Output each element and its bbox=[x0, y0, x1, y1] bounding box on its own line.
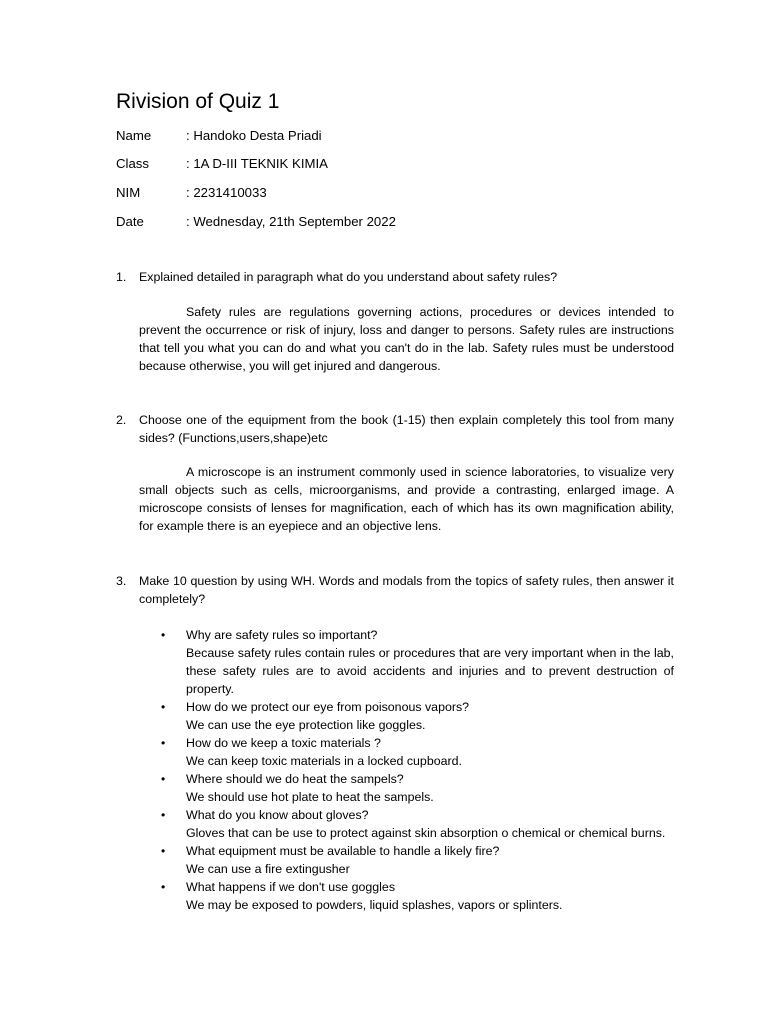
question-1 bbox=[116, 268, 674, 286]
question-text: Explained detailed in paragraph what do you understand about safety rules? bbox=[139, 270, 558, 284]
list-item bbox=[139, 734, 674, 770]
info-value: : 2231410033 bbox=[186, 185, 267, 200]
bullet-icon: • bbox=[161, 808, 166, 822]
bullet-question: What equipment must be available to handle a likely fire? bbox=[186, 844, 500, 858]
bullet-answer: Because safety rules contain rules or procedures that are very important when in the lab, these safety rules are to avoid accidents and injuries and to prevent destruction of property. bbox=[186, 646, 674, 696]
info-label: Name bbox=[116, 128, 152, 143]
question-2 bbox=[116, 411, 674, 447]
question-number: 3. bbox=[116, 574, 127, 588]
document-title: Rivision of Quiz 1 bbox=[116, 90, 280, 113]
bullet-icon: • bbox=[161, 772, 166, 786]
info-label: Class bbox=[116, 156, 149, 171]
qa-bullet-list bbox=[139, 626, 674, 914]
question-3 bbox=[116, 572, 674, 608]
question-number: 1. bbox=[116, 270, 127, 284]
answer-2: A microscope is an instrument commonly used in science laboratories, to visualize very small objects such as cells, microorganisms, and provide a contrasting, enlarged image. A microscope consists of lenses for magnification, each of which has its own magnification ability, for example there is an eyepiece and an objective lens. bbox=[139, 465, 674, 533]
info-value: : Handoko Desta Priadi bbox=[186, 128, 322, 143]
bullet-answer: We can keep toxic materials in a locked cupboard. bbox=[186, 754, 462, 768]
bullet-icon: • bbox=[161, 880, 166, 894]
bullet-answer: We can use a fire extingusher bbox=[186, 862, 350, 876]
bullet-question: What do you know about gloves? bbox=[186, 808, 369, 822]
answer-1: Safety rules are regulations governing actions, procedures or devices intended to prevent the occurrence or risk of injury, loss and danger to persons. Safety rules are instructions that tell you what you can do and what you can't do in the lab. Safety rules must be understood because otherwise, you will get injured and dangerous. bbox=[139, 305, 674, 373]
info-value: : 1A D-III TEKNIK KIMIA bbox=[186, 156, 328, 171]
bullet-question: What happens if we don't use goggles bbox=[186, 880, 396, 894]
bullet-icon: • bbox=[161, 844, 166, 858]
bullet-question: How do we keep a toxic materials ? bbox=[186, 736, 381, 750]
list-item bbox=[139, 878, 674, 914]
bullet-question: Why are safety rules so important? bbox=[186, 628, 378, 642]
list-item bbox=[139, 698, 674, 734]
question-text: Choose one of the equipment from the book (1-15) then explain completely this tool from many sides? (Functions,users,shape)etc bbox=[139, 413, 674, 445]
bullet-answer: We may be exposed to powders, liquid splashes, vapors or splinters. bbox=[186, 898, 563, 912]
bullet-icon: • bbox=[161, 700, 166, 714]
info-label: NIM bbox=[116, 185, 141, 200]
bullet-icon: • bbox=[161, 736, 166, 750]
info-value: : Wednesday, 21th September 2022 bbox=[186, 214, 396, 229]
list-item bbox=[139, 626, 674, 698]
list-item bbox=[139, 842, 674, 878]
bullet-answer: We should use hot plate to heat the sampels. bbox=[186, 790, 434, 804]
bullet-answer: We can use the eye protection like goggles. bbox=[186, 718, 426, 732]
bullet-question: Where should we do heat the sampels? bbox=[186, 772, 404, 786]
question-text: Make 10 question by using WH. Words and modals from the topics of safety rules, then answer it completely? bbox=[139, 574, 674, 606]
question-number: 2. bbox=[116, 413, 127, 427]
bullet-question: How do we protect our eye from poisonous vapors? bbox=[186, 700, 470, 714]
info-label: Date bbox=[116, 214, 144, 229]
list-item bbox=[139, 770, 674, 806]
list-item bbox=[139, 806, 674, 842]
bullet-answer: Gloves that can be use to protect against skin absorption o chemical or chemical burns. bbox=[186, 826, 666, 840]
bullet-icon: • bbox=[161, 628, 166, 642]
